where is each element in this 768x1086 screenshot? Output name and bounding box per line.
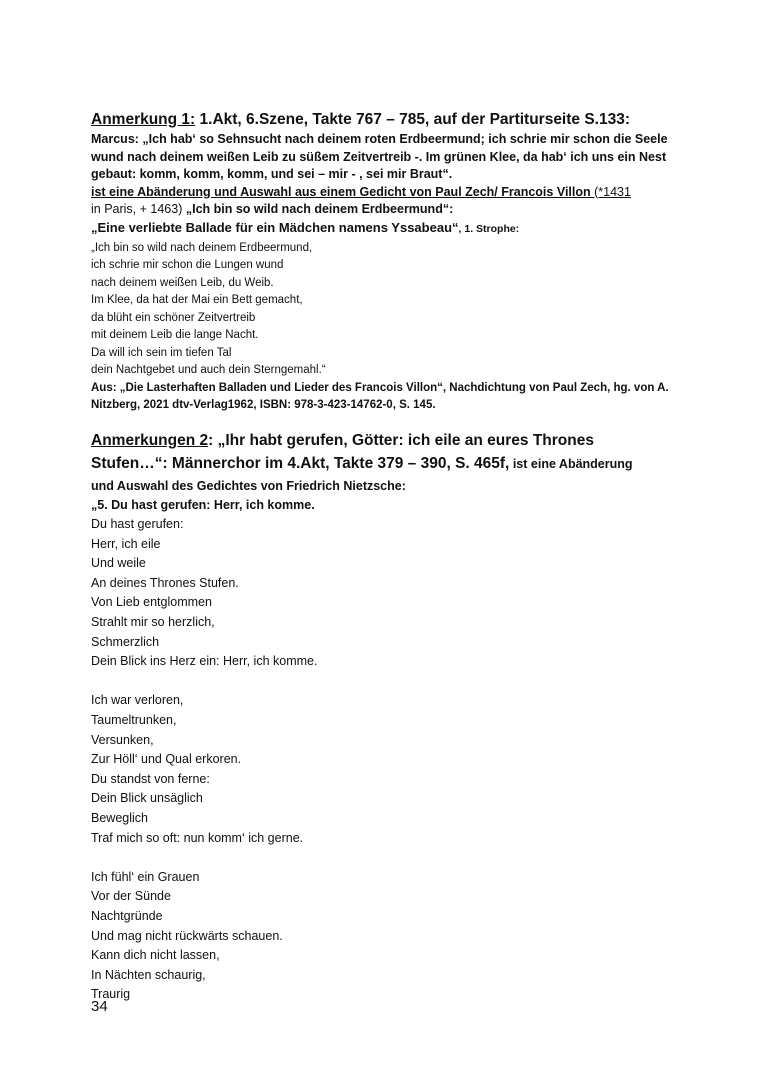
- source-dates: in Paris, + 1463): [91, 202, 186, 216]
- annotation-1-label: Anmerkung 1:: [91, 111, 196, 128]
- poem-line: Ich war verloren,: [91, 693, 184, 708]
- poem-line: Taumeltrunken,: [91, 713, 177, 728]
- source-note-underlined: ist eine Abänderung und Auswahl aus einem Gedicht von Paul Zech/ Francois Villon: [91, 184, 591, 199]
- poem-line: An deines Thrones Stufen.: [91, 575, 239, 590]
- poem-line: Versunken,: [91, 732, 154, 747]
- poem-line: Da will ich sein im tiefen Tal: [91, 346, 232, 359]
- poem-line: mit deinem Leib die lange Nacht.: [91, 329, 259, 341]
- annotation-2-heading: [91, 429, 691, 452]
- annotation-1-heading-text: 1.Akt, 6.Szene, Takte 767 – 785, auf der Partiturseite S.133:: [195, 111, 630, 128]
- poem-line: Du hast gerufen:: [91, 517, 184, 532]
- annotation-2-heading-line2-small: ist eine Abänderung: [509, 456, 633, 471]
- poem-line: Dein Blick unsäglich: [91, 791, 203, 806]
- poem-line: Im Klee, da hat der Mai ein Bett gemacht,: [91, 294, 303, 306]
- poem-line: „Ich bin so wild nach deinem Erdbeermund,: [91, 241, 313, 254]
- source-poem-title: „Ich bin so wild nach deinem Erdbeermund“:: [185, 202, 454, 216]
- poem-line: Kann dich nicht lassen,: [91, 948, 220, 963]
- annotation-2-heading-line2: [91, 452, 691, 476]
- poem-line: Traf mich so oft: nun komm‘ ich gerne.: [91, 830, 304, 845]
- poem-line: Herr, ich eile: [91, 536, 161, 551]
- poem-line: Du standst von ferne:: [91, 771, 210, 786]
- document-page: [91, 110, 691, 1005]
- stanza: [91, 691, 691, 848]
- source-note: [91, 184, 691, 219]
- stanza: [91, 868, 691, 1005]
- poem-line: In Nächten schaurig,: [91, 967, 206, 982]
- poem-line: Und mag nicht rückwärts schauen.: [91, 928, 283, 943]
- annotation-1: [91, 110, 691, 415]
- page-number: 34: [91, 998, 108, 1015]
- poem-line: Beweglich: [91, 811, 148, 825]
- poem-line: Von Lieb entglommen: [91, 595, 212, 610]
- poem-line: Strahlt mir so herzlich,: [91, 615, 215, 630]
- poem-line: Schmerzlich: [91, 634, 160, 649]
- poem-line: Nachtgründe: [91, 908, 163, 923]
- ballad-poem: [91, 240, 691, 380]
- annotation-2-label: Anmerkungen 2: [91, 431, 209, 449]
- nietzsche-poem-title: „5. Du hast gerufen: Herr, ich komme.: [91, 497, 315, 512]
- stanza: [91, 515, 691, 672]
- annotation-2-heading-line2-text: Stufen…“: Männerchor im 4.Akt, Takte 379 – 390, S. 465f,: [91, 454, 510, 472]
- annotation-1-heading: [91, 110, 691, 130]
- poem-line: da blüht ein schöner Zeitvertreib: [91, 311, 256, 324]
- nietzsche-poem: [91, 496, 691, 1005]
- poem-line: dein Nachtgebet und auch dein Sterngemahl.“: [91, 364, 326, 376]
- ballad-title-line: [91, 219, 691, 238]
- annotation-2-heading-text: : „Ihr habt gerufen, Götter: ich eile an eures Thrones: [208, 431, 594, 449]
- ballad-title: „Eine verliebte Ballade für ein Mädchen namens Yssabeau“: [91, 219, 459, 235]
- poem-line: Zur Höll‘ und Qual erkoren.: [91, 752, 242, 767]
- poem-line: Und weile: [91, 556, 146, 571]
- ballad-strophe: , 1. Strophe:: [458, 222, 520, 235]
- poem-line: Ich fühl‘ ein Grauen: [91, 869, 200, 884]
- annotation-2: [91, 429, 691, 1005]
- poem-line: Traurig: [91, 987, 131, 1002]
- annotation-2-heading-line3: und Auswahl des Gedichtes von Friedrich Nietzsche:: [91, 478, 406, 493]
- citation: Aus: „Die Lasterhaften Balladen und Lieder des Francois Villon“, Nachdichtung von Paul Zech, hg. von A. Nitzberg, 2021 dtv-Verlag1962, ISBN: 978-3-423-14762-0, S. 145.: [91, 381, 669, 411]
- poem-line: nach deinem weißen Leib, du Weib.: [91, 276, 274, 289]
- poem-line: ich schrie mir schon die Lungen wund: [91, 259, 284, 271]
- poem-line: Dein Blick ins Herz ein: Herr, ich komme.: [91, 654, 318, 669]
- marcus-lyrics: Marcus: „Ich hab‘ so Sehnsucht nach deinem roten Erdbeermund; ich schrie mir schon die Seele wund nach deinem weißen Leib zu süßem Zeitvertreib -. Im grünen Klee, da hab‘ ich uns ein Nest gebaut: komm, komm, komm, und sei – mir - , sei mir Braut“.: [91, 132, 668, 181]
- poem-line: Vor der Sünde: [91, 889, 171, 904]
- source-dates-underlined: (*1431: [590, 184, 631, 199]
